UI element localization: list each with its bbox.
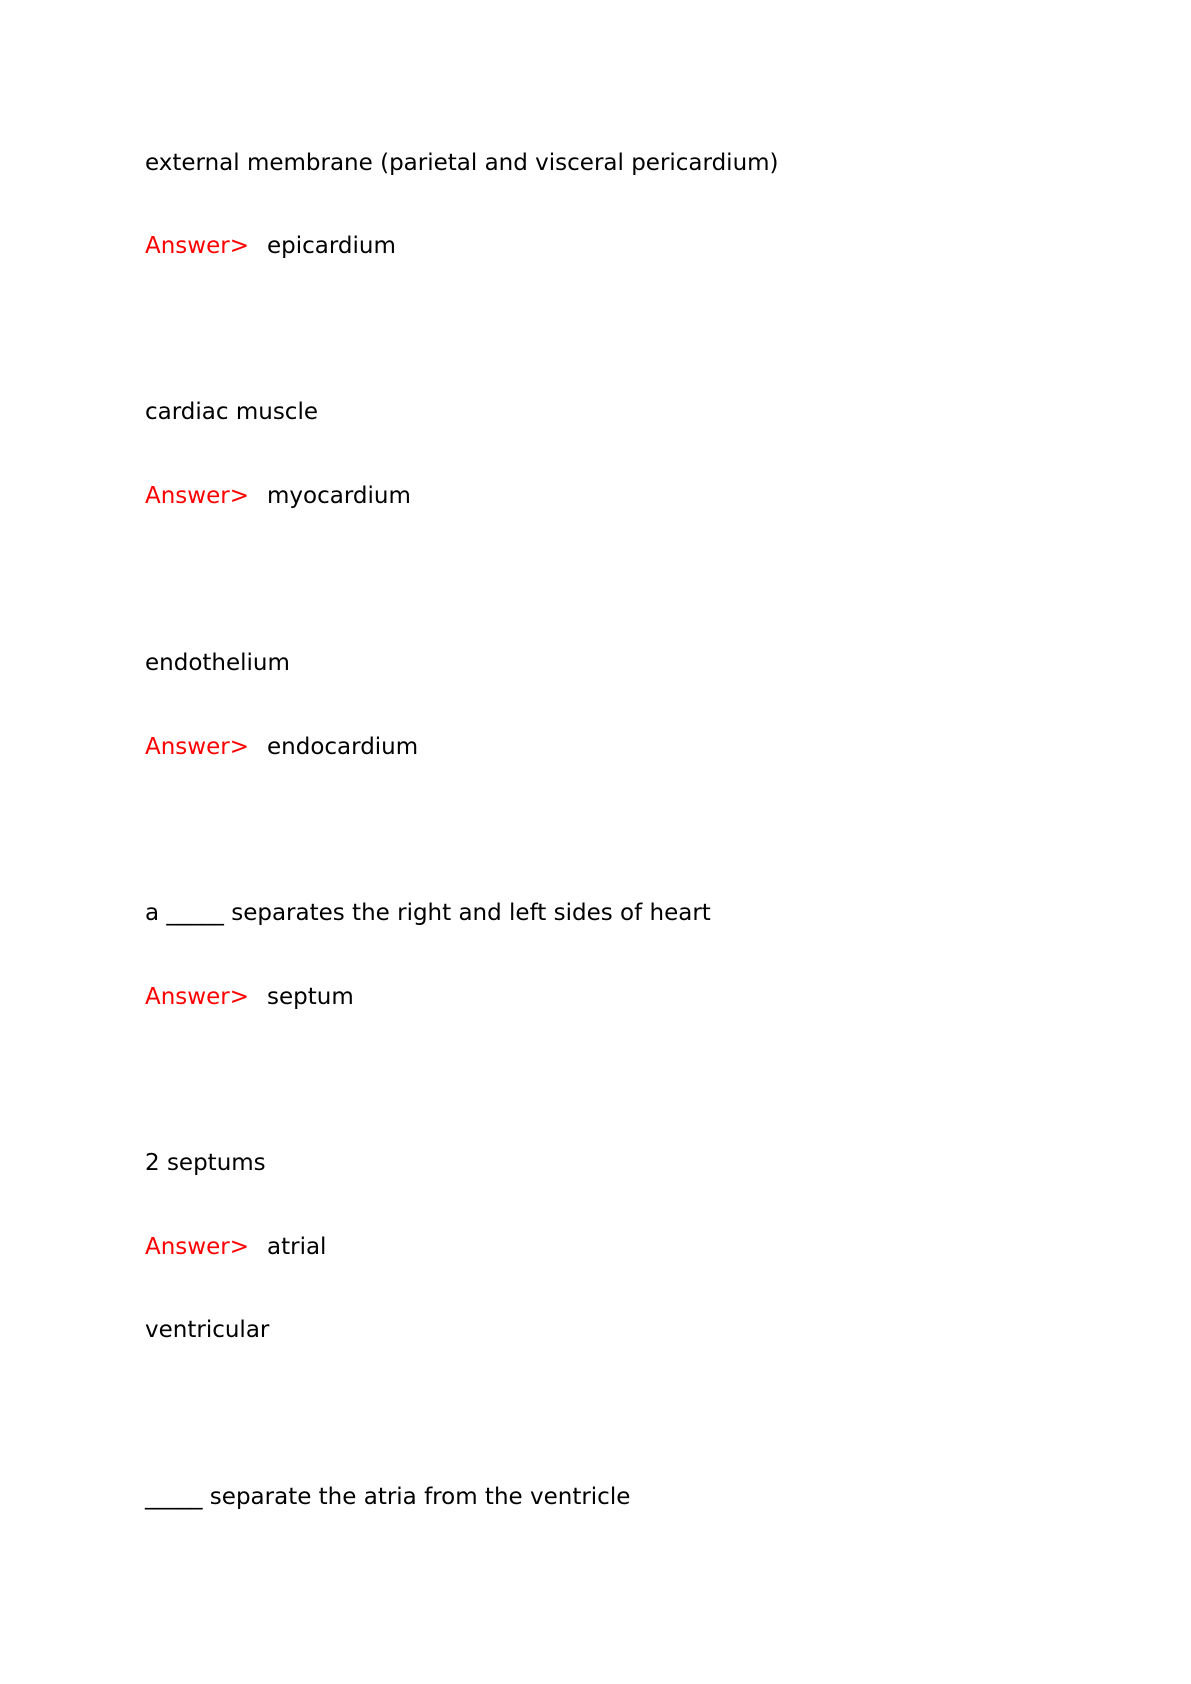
answer-line — [145, 732, 418, 762]
question-text: external membrane (parietal and visceral pericardium) — [145, 150, 779, 176]
question-text: endothelium — [145, 650, 290, 676]
answer-text: endocardium — [267, 734, 419, 760]
answer-text: myocardium — [267, 483, 411, 509]
question-text: cardiac muscle — [145, 399, 318, 425]
answer-line — [145, 481, 411, 511]
question-text: 2 septums — [145, 1150, 266, 1176]
answer-line — [145, 1232, 326, 1262]
answer-label: Answer> — [145, 483, 249, 509]
answer-label: Answer> — [145, 1234, 249, 1260]
answer-text: epicardium — [267, 233, 396, 259]
question-text: a _____ separates the right and left sides of heart — [145, 900, 711, 926]
answer-line — [145, 982, 354, 1012]
answer-line — [145, 231, 396, 261]
answer-label: Answer> — [145, 233, 249, 259]
answer-label: Answer> — [145, 734, 249, 760]
question-text: _____ separate the atria from the ventricle — [145, 1484, 631, 1510]
answer-text: atrial — [267, 1234, 327, 1260]
answer-text: septum — [267, 984, 354, 1010]
answer-label: Answer> — [145, 984, 249, 1010]
answer-text-continued: ventricular — [145, 1317, 270, 1343]
